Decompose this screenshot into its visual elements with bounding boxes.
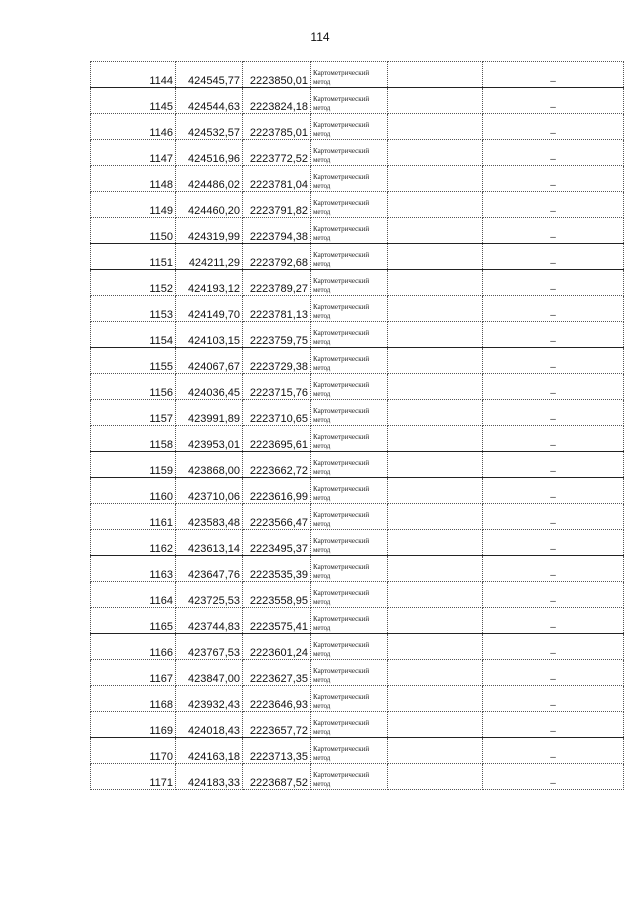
x-coordinate-cell: 424319,99: [176, 218, 243, 244]
x-coordinate-cell: 423847,00: [176, 660, 243, 686]
method-cell: Картометрический метод: [311, 478, 388, 504]
point-number-cell: 1152: [91, 270, 176, 296]
empty-cell: [388, 426, 483, 452]
note-cell: –: [483, 478, 624, 504]
y-coordinate-cell: 2223657,72: [243, 712, 311, 738]
x-coordinate-cell: 424103,15: [176, 322, 243, 348]
point-number-cell: 1161: [91, 504, 176, 530]
empty-cell: [388, 712, 483, 738]
x-coordinate-cell: 424545,77: [176, 62, 243, 88]
method-cell: Картометрический метод: [311, 88, 388, 114]
method-cell: Картометрический метод: [311, 556, 388, 582]
y-coordinate-cell: 2223792,68: [243, 244, 311, 270]
method-cell: Картометрический метод: [311, 634, 388, 660]
note-cell: –: [483, 62, 624, 88]
table-row: [91, 634, 624, 660]
point-number-cell: 1151: [91, 244, 176, 270]
note-cell: –: [483, 218, 624, 244]
method-cell: Картометрический метод: [311, 348, 388, 374]
note-cell: –: [483, 244, 624, 270]
x-coordinate-cell: 424067,67: [176, 348, 243, 374]
empty-cell: [388, 452, 483, 478]
note-cell: –: [483, 374, 624, 400]
point-number-cell: 1146: [91, 114, 176, 140]
empty-cell: [388, 660, 483, 686]
table-row: [91, 712, 624, 738]
x-coordinate-cell: 424211,29: [176, 244, 243, 270]
note-cell: –: [483, 686, 624, 712]
y-coordinate-cell: 2223495,37: [243, 530, 311, 556]
x-coordinate-cell: 424193,12: [176, 270, 243, 296]
x-coordinate-cell: 423953,01: [176, 426, 243, 452]
y-coordinate-cell: 2223616,99: [243, 478, 311, 504]
table-row: [91, 140, 624, 166]
empty-cell: [388, 556, 483, 582]
point-number-cell: 1158: [91, 426, 176, 452]
y-coordinate-cell: 2223566,47: [243, 504, 311, 530]
note-cell: –: [483, 88, 624, 114]
y-coordinate-cell: 2223575,41: [243, 608, 311, 634]
note-cell: –: [483, 400, 624, 426]
method-cell: Картометрический метод: [311, 608, 388, 634]
empty-cell: [388, 738, 483, 764]
table-row: [91, 296, 624, 322]
method-cell: Картометрический метод: [311, 530, 388, 556]
y-coordinate-cell: 2223772,52: [243, 140, 311, 166]
x-coordinate-cell: 424544,63: [176, 88, 243, 114]
y-coordinate-cell: 2223729,38: [243, 348, 311, 374]
note-cell: –: [483, 140, 624, 166]
point-number-cell: 1156: [91, 374, 176, 400]
note-cell: –: [483, 764, 624, 790]
x-coordinate-cell: 423868,00: [176, 452, 243, 478]
point-number-cell: 1153: [91, 296, 176, 322]
y-coordinate-cell: 2223695,61: [243, 426, 311, 452]
x-coordinate-cell: 424163,18: [176, 738, 243, 764]
method-cell: Картометрический метод: [311, 504, 388, 530]
table-row: [91, 114, 624, 140]
y-coordinate-cell: 2223781,04: [243, 166, 311, 192]
method-cell: Картометрический метод: [311, 426, 388, 452]
table-row: [91, 322, 624, 348]
point-number-cell: 1168: [91, 686, 176, 712]
note-cell: –: [483, 634, 624, 660]
table-row: [91, 400, 624, 426]
point-number-cell: 1169: [91, 712, 176, 738]
empty-cell: [388, 88, 483, 114]
y-coordinate-cell: 2223627,35: [243, 660, 311, 686]
method-cell: Картометрический метод: [311, 374, 388, 400]
y-coordinate-cell: 2223710,65: [243, 400, 311, 426]
y-coordinate-cell: 2223824,18: [243, 88, 311, 114]
note-cell: –: [483, 608, 624, 634]
x-coordinate-cell: 424516,96: [176, 140, 243, 166]
empty-cell: [388, 218, 483, 244]
note-cell: –: [483, 660, 624, 686]
table-row: [91, 478, 624, 504]
method-cell: Картометрический метод: [311, 270, 388, 296]
table-row: [91, 452, 624, 478]
table-row: [91, 738, 624, 764]
empty-cell: [388, 322, 483, 348]
table-row: [91, 244, 624, 270]
note-cell: –: [483, 114, 624, 140]
y-coordinate-cell: 2223687,52: [243, 764, 311, 790]
table-row: [91, 270, 624, 296]
table-row: [91, 218, 624, 244]
point-number-cell: 1150: [91, 218, 176, 244]
empty-cell: [388, 348, 483, 374]
method-cell: Картометрический метод: [311, 582, 388, 608]
empty-cell: [388, 582, 483, 608]
empty-cell: [388, 530, 483, 556]
y-coordinate-cell: 2223789,27: [243, 270, 311, 296]
note-cell: –: [483, 166, 624, 192]
note-cell: –: [483, 738, 624, 764]
x-coordinate-cell: 424036,45: [176, 374, 243, 400]
x-coordinate-cell: 423613,14: [176, 530, 243, 556]
y-coordinate-cell: 2223781,13: [243, 296, 311, 322]
point-number-cell: 1160: [91, 478, 176, 504]
point-number-cell: 1164: [91, 582, 176, 608]
empty-cell: [388, 192, 483, 218]
x-coordinate-cell: 424532,57: [176, 114, 243, 140]
point-number-cell: 1170: [91, 738, 176, 764]
empty-cell: [388, 608, 483, 634]
point-number-cell: 1144: [91, 62, 176, 88]
point-number-cell: 1159: [91, 452, 176, 478]
y-coordinate-cell: 2223535,39: [243, 556, 311, 582]
table-row: [91, 582, 624, 608]
empty-cell: [388, 166, 483, 192]
point-number-cell: 1145: [91, 88, 176, 114]
method-cell: Картометрический метод: [311, 660, 388, 686]
x-coordinate-cell: 423583,48: [176, 504, 243, 530]
y-coordinate-cell: 2223785,01: [243, 114, 311, 140]
y-coordinate-cell: 2223794,38: [243, 218, 311, 244]
x-coordinate-cell: 424183,33: [176, 764, 243, 790]
empty-cell: [388, 374, 483, 400]
y-coordinate-cell: 2223558,95: [243, 582, 311, 608]
x-coordinate-cell: 424486,02: [176, 166, 243, 192]
empty-cell: [388, 62, 483, 88]
x-coordinate-cell: 423991,89: [176, 400, 243, 426]
x-coordinate-cell: 423767,53: [176, 634, 243, 660]
point-number-cell: 1154: [91, 322, 176, 348]
point-number-cell: 1148: [91, 166, 176, 192]
method-cell: Картометрический метод: [311, 166, 388, 192]
method-cell: Картометрический метод: [311, 140, 388, 166]
table-row: [91, 374, 624, 400]
table-row: [91, 608, 624, 634]
empty-cell: [388, 114, 483, 140]
method-cell: Картометрический метод: [311, 218, 388, 244]
note-cell: –: [483, 504, 624, 530]
note-cell: –: [483, 296, 624, 322]
x-coordinate-cell: 423725,53: [176, 582, 243, 608]
note-cell: –: [483, 582, 624, 608]
note-cell: –: [483, 452, 624, 478]
method-cell: Картометрический метод: [311, 244, 388, 270]
table-row: [91, 88, 624, 114]
empty-cell: [388, 764, 483, 790]
note-cell: –: [483, 556, 624, 582]
note-cell: –: [483, 712, 624, 738]
x-coordinate-cell: 423647,76: [176, 556, 243, 582]
note-cell: –: [483, 530, 624, 556]
empty-cell: [388, 244, 483, 270]
method-cell: Картометрический метод: [311, 114, 388, 140]
point-number-cell: 1165: [91, 608, 176, 634]
table-row: [91, 192, 624, 218]
table-row: [91, 426, 624, 452]
y-coordinate-cell: 2223713,35: [243, 738, 311, 764]
y-coordinate-cell: 2223850,01: [243, 62, 311, 88]
x-coordinate-cell: 424460,20: [176, 192, 243, 218]
point-number-cell: 1149: [91, 192, 176, 218]
table-row: [91, 686, 624, 712]
table-row: [91, 764, 624, 790]
coordinates-table: [90, 61, 624, 790]
method-cell: Картометрический метод: [311, 712, 388, 738]
page-number: 114: [310, 30, 330, 44]
x-coordinate-cell: 424018,43: [176, 712, 243, 738]
point-number-cell: 1166: [91, 634, 176, 660]
table-row: [91, 62, 624, 88]
method-cell: Картометрический метод: [311, 62, 388, 88]
method-cell: Картометрический метод: [311, 452, 388, 478]
table-row: [91, 348, 624, 374]
note-cell: –: [483, 322, 624, 348]
note-cell: –: [483, 192, 624, 218]
note-cell: –: [483, 426, 624, 452]
empty-cell: [388, 140, 483, 166]
x-coordinate-cell: 423744,83: [176, 608, 243, 634]
y-coordinate-cell: 2223759,75: [243, 322, 311, 348]
point-number-cell: 1157: [91, 400, 176, 426]
table-row: [91, 660, 624, 686]
method-cell: Картометрический метод: [311, 764, 388, 790]
empty-cell: [388, 296, 483, 322]
point-number-cell: 1147: [91, 140, 176, 166]
point-number-cell: 1167: [91, 660, 176, 686]
y-coordinate-cell: 2223601,24: [243, 634, 311, 660]
method-cell: Картометрический метод: [311, 686, 388, 712]
y-coordinate-cell: 2223646,93: [243, 686, 311, 712]
point-number-cell: 1163: [91, 556, 176, 582]
empty-cell: [388, 400, 483, 426]
x-coordinate-cell: 423710,06: [176, 478, 243, 504]
point-number-cell: 1162: [91, 530, 176, 556]
table-row: [91, 166, 624, 192]
x-coordinate-cell: 423932,43: [176, 686, 243, 712]
point-number-cell: 1171: [91, 764, 176, 790]
x-coordinate-cell: 424149,70: [176, 296, 243, 322]
empty-cell: [388, 478, 483, 504]
point-number-cell: 1155: [91, 348, 176, 374]
method-cell: Картометрический метод: [311, 400, 388, 426]
y-coordinate-cell: 2223791,82: [243, 192, 311, 218]
empty-cell: [388, 686, 483, 712]
note-cell: –: [483, 348, 624, 374]
coordinates-table-body: [91, 62, 624, 790]
empty-cell: [388, 270, 483, 296]
empty-cell: [388, 634, 483, 660]
table-row: [91, 530, 624, 556]
method-cell: Картометрический метод: [311, 738, 388, 764]
table-row: [91, 504, 624, 530]
y-coordinate-cell: 2223662,72: [243, 452, 311, 478]
table-row: [91, 556, 624, 582]
method-cell: Картометрический метод: [311, 322, 388, 348]
method-cell: Картометрический метод: [311, 296, 388, 322]
note-cell: –: [483, 270, 624, 296]
y-coordinate-cell: 2223715,76: [243, 374, 311, 400]
method-cell: Картометрический метод: [311, 192, 388, 218]
empty-cell: [388, 504, 483, 530]
